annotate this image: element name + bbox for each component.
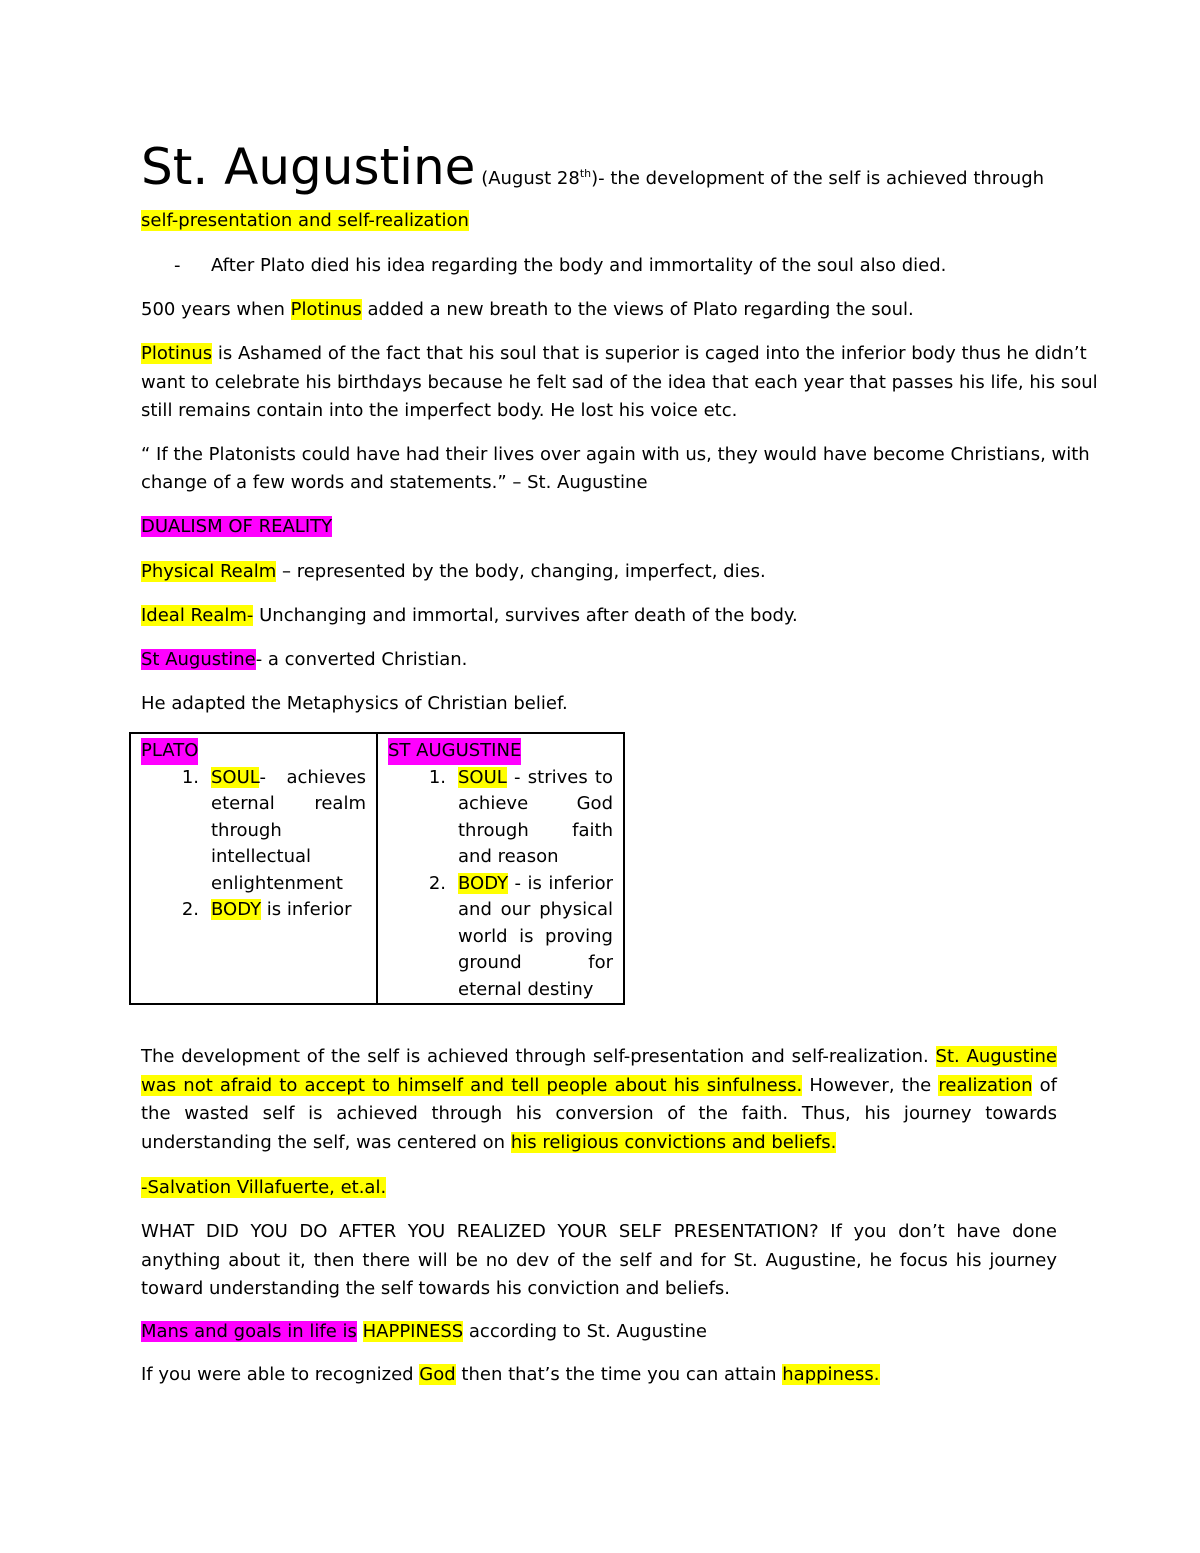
highlight-sinfulness: St. Augustine was not afraid to accept to himself and tell people about his sinfulness. — [141, 1046, 1057, 1096]
development-paragraph: The development of the self is achieved through self-presentation and self-realization. St. Augustine was not afraid to accept to himself and tell people about his sinfulness. However, the realization of the wasted self is achieved through his conversion of the faith. Thus, his journey towards understanding the self, was centered on his religious convictions and beliefs. — [141, 1046, 1057, 1153]
highlight-realization: realization — [938, 1074, 1033, 1096]
highlight-god: God — [419, 1364, 456, 1385]
augustine-list — [388, 765, 613, 1004]
highlight-goals: Mans and goals in life is — [141, 1321, 357, 1342]
highlight-soul: SOUL — [211, 766, 260, 788]
plotinus-desc-line-1: Plotinus is Ashamed of the fact that his soul that is superior is caged into the inferior body thus he didn’t — [141, 343, 1087, 364]
dualism-heading: DUALISM OF REALITY — [141, 516, 333, 537]
title-continuation — [141, 207, 1057, 236]
list-item: 2. BODY - is inferior and our physical world is proving ground for eternal destiny — [428, 872, 613, 1000]
highlight-plotinus: Plotinus — [141, 343, 213, 364]
bullet-dash: - — [174, 255, 181, 276]
list-item: 1. SOUL - strives to achieve God through faith and reason — [428, 766, 613, 867]
ideal-realm: Ideal Realm- Unchanging and immortal, survives after death of the body. — [141, 605, 798, 626]
bullet-text: After Plato died his idea regarding the body and immortality of the soul also died. — [211, 255, 947, 276]
quote-line-1: “ If the Platonists could have had their lives over again with us, they would have become Christians, with — [141, 444, 1090, 465]
plotinus-intro: 500 years when Plotinus added a new breath to the views of Plato regarding the soul. — [141, 299, 914, 320]
comparison-table — [129, 732, 625, 1005]
question-paragraph: WHAT DID YOU DO AFTER YOU REALIZED YOUR SELF PRESENTATION? If you don’t have done anything about it, then there will be no dev of the self and for St. Augustine, he focus his journey toward understanding the self towards his conviction and beliefs. — [141, 1221, 1057, 1299]
title-line — [141, 138, 1057, 196]
highlight-ideal-realm: Ideal Realm- — [141, 605, 254, 626]
highlight-soul: SOUL — [458, 766, 507, 788]
plato-list — [141, 765, 366, 924]
plato-column — [130, 733, 377, 1004]
plotinus-desc-line-2: want to celebrate his birthdays because he felt sad of the idea that each year that passes his life, his soul — [141, 372, 1098, 393]
highlight-self-presentation: self-presentation and self-realization — [141, 210, 469, 231]
highlight-convictions: his religious convictions and beliefs. — [510, 1131, 837, 1153]
highlight-happiness: HAPPINESS — [362, 1321, 464, 1342]
adapted-line: He adapted the Metaphysics of Christian belief. — [141, 693, 568, 714]
quote-line-2: change of a few words and statements.” – St. Augustine — [141, 472, 648, 493]
plotinus-desc-line-3: still remains contain into the imperfect body. He lost his voice etc. — [141, 400, 738, 421]
table-row — [130, 733, 624, 1004]
list-item: 2. BODY is inferior — [181, 899, 352, 920]
highlight-physical-realm: Physical Realm — [141, 561, 277, 582]
title-date: (August 28th)- the development of the self is achieved through — [481, 167, 1045, 189]
highlight-body: BODY — [458, 872, 509, 894]
augustine-converted: St Augustine- a converted Christian. — [141, 649, 468, 670]
highlight-body: BODY — [211, 899, 262, 920]
highlight-happiness-final: happiness. — [782, 1364, 880, 1385]
citation-line — [141, 1174, 1057, 1203]
list-item: 1. SOUL- achieves eternal realm through intellectual enlightenment — [181, 766, 366, 894]
augustine-column — [377, 733, 624, 1004]
page-title: St. Augustine — [141, 138, 476, 196]
augustine-heading: ST AUGUSTINE — [388, 738, 521, 765]
dualism-heading-line — [141, 513, 1057, 542]
goals-line: Mans and goals in life is HAPPINESS according to St. Augustine — [141, 1321, 707, 1342]
physical-realm: Physical Realm – represented by the body, changing, imperfect, dies. — [141, 561, 766, 582]
citation: -Salvation Villafuerte, et.al. — [141, 1177, 387, 1198]
highlight-plotinus: Plotinus — [290, 299, 362, 320]
highlight-st-augustine: St Augustine — [141, 649, 256, 670]
plato-heading: PLATO — [141, 738, 198, 765]
final-line: If you were able to recognized God then that’s the time you can attain happiness. — [141, 1364, 880, 1385]
